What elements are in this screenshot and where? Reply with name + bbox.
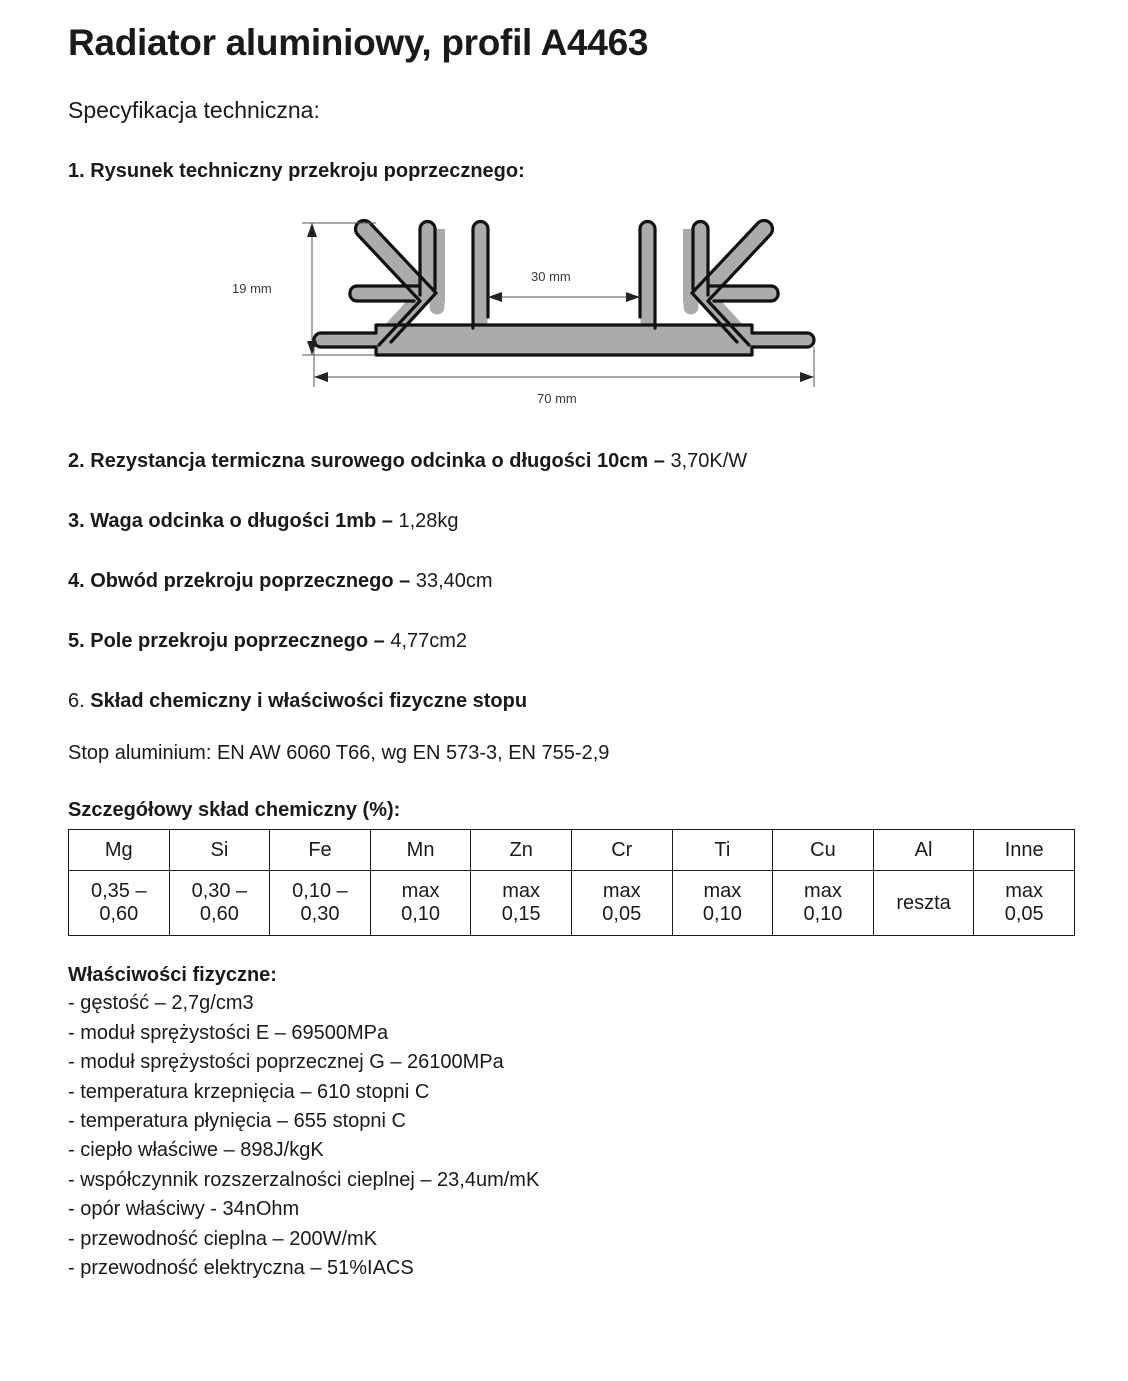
arrowhead-up <box>307 223 317 237</box>
value-line-1: max <box>401 879 440 902</box>
arrowhead-right-inner <box>626 292 640 302</box>
property-specific-heat: - ciepło właściwe – 898J/kgK <box>68 1139 324 1162</box>
table-cell-mg <box>69 871 170 936</box>
property-solidus-temperature: - temperatura krzepnięcia – 610 stopni C <box>68 1080 430 1103</box>
value-line-1: max <box>502 879 541 902</box>
technical-drawing <box>60 197 1068 412</box>
arrowhead-right-total <box>800 372 814 382</box>
alloy-designation: Stop aluminium: EN AW 6060 T66, wg EN 573-3, EN 755-2,9 <box>68 742 610 765</box>
arrowhead-left-inner <box>488 292 502 302</box>
table-cell-ti <box>672 871 773 936</box>
table-header-inne: Inne <box>974 830 1075 871</box>
table-header-mg: Mg <box>69 830 170 871</box>
table-cell-cu <box>773 871 874 936</box>
spec-item-6 <box>68 688 1068 714</box>
table-cell-si <box>169 871 270 936</box>
spec-separator: – <box>393 570 416 593</box>
table-header-cu: Cu <box>773 830 874 871</box>
table-cell-inne <box>974 871 1075 936</box>
value-line-2: 0,30 <box>300 903 340 926</box>
value-line-1: max <box>602 879 641 902</box>
spec-label: Waga odcinka o długości 1mb <box>90 510 377 533</box>
value-line-2: 0,60 <box>199 903 239 926</box>
document-page <box>0 22 1128 1381</box>
page-title: Radiator aluminiowy, profil A4463 <box>68 22 649 63</box>
document-subtitle: Specyfikacja techniczna: <box>68 97 320 124</box>
specification-list <box>60 448 1068 714</box>
value-line-1: 0,35 – <box>90 879 147 902</box>
property-youngs-modulus: - moduł sprężystości E – 69500MPa <box>68 1021 389 1044</box>
spec-value: 33,40cm <box>415 570 493 593</box>
dimension-label-total-width: 70 mm <box>537 391 577 407</box>
value-line-2: 0,10 <box>803 903 843 926</box>
property-density: - gęstość – 2,7g/cm3 <box>68 992 254 1015</box>
property-thermal-expansion: - współczynnik rozszerzalności cieplnej – 23,4um/mK <box>68 1168 540 1191</box>
table-cell-al <box>873 871 974 936</box>
spec-item-4 <box>68 568 1068 594</box>
value-line-1: 0,30 – <box>191 879 248 902</box>
spec-value: 1,28kg <box>398 510 459 533</box>
spec-label: Skład chemiczny i właściwości fizyczne stopu <box>90 690 528 713</box>
drawing-section-heading: 1. Rysunek techniczny przekroju poprzecznego: <box>68 160 525 183</box>
spec-separator: – <box>368 630 391 653</box>
spec-number: 2. <box>68 450 85 473</box>
dimension-label-height: 19 mm <box>232 281 272 297</box>
table-cell-zn <box>471 871 572 936</box>
property-liquidus-temperature: - temperatura płynięcia – 655 stopni C <box>68 1110 406 1132</box>
chemistry-table-heading: Szczegółowy skład chemiczny (%): <box>68 799 401 822</box>
value-line-1: max <box>1005 879 1044 902</box>
spec-label: Pole przekroju poprzecznego <box>90 630 369 653</box>
spec-separator: – <box>376 510 399 533</box>
spec-number: 6. <box>68 690 85 713</box>
table-header-si: Si <box>169 830 270 871</box>
table-header-cr: Cr <box>571 830 672 871</box>
spec-value: 4,77cm2 <box>390 630 468 653</box>
table-header-mn: Mn <box>370 830 471 871</box>
table-header-fe: Fe <box>270 830 371 871</box>
table-header-zn: Zn <box>471 830 572 871</box>
spec-number: 3. <box>68 510 85 533</box>
table-cell-cr <box>571 871 672 936</box>
spec-separator: – <box>648 450 671 473</box>
value-line-2: 0,15 <box>501 903 541 926</box>
chemistry-table <box>68 829 1075 936</box>
table-header-al: Al <box>873 830 974 871</box>
spec-item-5 <box>68 628 1068 654</box>
profile-shape <box>314 221 814 355</box>
spec-number: 4. <box>68 570 85 593</box>
spec-label: Rezystancja termiczna surowego odcinka o długości 10cm <box>90 450 649 473</box>
value-line-2: 0,10 <box>702 903 742 926</box>
value-line-2: 0,05 <box>602 903 642 926</box>
arrowhead-left-total <box>314 372 328 382</box>
physical-properties-list <box>68 989 1068 1283</box>
value-line-2: 0,10 <box>401 903 441 926</box>
value-line-1: max <box>804 879 842 902</box>
value-line-1: reszta <box>896 891 951 914</box>
table-cell-fe <box>270 871 371 936</box>
dimension-label-inner-width: 30 mm <box>531 269 571 285</box>
property-electrical-conductivity: - przewodność elektryczna – 51%IACS <box>68 1256 414 1279</box>
table-header-row <box>69 830 1075 871</box>
dimension-inner-width <box>488 269 640 302</box>
spec-value: 3,70K/W <box>670 450 748 473</box>
spec-item-2 <box>68 448 1068 474</box>
property-resistivity: - opór właściwy - 34nOhm <box>68 1198 300 1221</box>
table-header-ti: Ti <box>672 830 773 871</box>
physical-properties-heading: Właściwości fizyczne: <box>68 964 277 987</box>
value-line-2: 0,05 <box>1004 903 1044 926</box>
table-row <box>69 871 1075 936</box>
spec-label: Obwód przekroju poprzecznego <box>90 570 394 593</box>
value-line-1: max <box>703 879 742 902</box>
table-cell-mn <box>370 871 471 936</box>
arrowhead-down <box>307 341 317 355</box>
value-line-2: 0,60 <box>99 903 139 926</box>
property-shear-modulus: - moduł sprężystości poprzecznej G – 26100MPa <box>68 1051 504 1074</box>
heatsink-cross-section-svg <box>224 197 904 412</box>
spec-number: 5. <box>68 630 85 653</box>
property-thermal-conductivity: - przewodność cieplna – 200W/mK <box>68 1227 378 1250</box>
value-line-1: 0,10 – <box>292 879 348 902</box>
spec-item-3 <box>68 508 1068 534</box>
